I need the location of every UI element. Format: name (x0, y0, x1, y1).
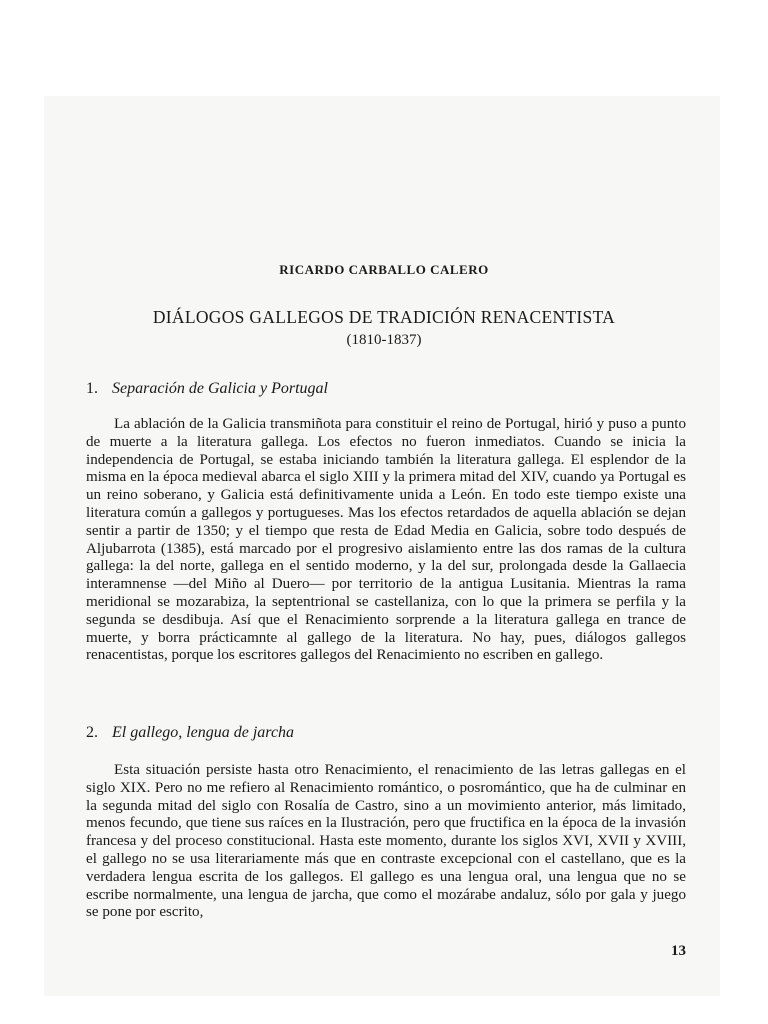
section-paragraph-2: Esta situación persiste hasta otro Renacimiento, el renacimiento de las letras gallegas en el siglo XIX. Pero no me refiero al Renacimiento romántico, o posromántico, que ha de culminar en la segunda mitad del siglo con Rosalía de Castro, sino a un movimiento anterior, más limitado, menos fecundo, que tiene sus raíces en la Ilustración, pero que fructifica en la época de la invasión francesa y del proceso constitucional. Hasta este momento, durante los siglos XVI, XVII y XVIII, el gallego no se usa literariamente más que en contraste excepcional con el castellano, que es la verdadera lengua escrita de los gallegos. El gallego es una lengua oral, una lengua que no se escribe normalmente, una lengua de jarcha, que como el mozárabe andaluz, sólo por gala y juego se pone por escrito, (86, 762, 686, 921)
section-heading-2 (86, 724, 294, 742)
author-name: RICARDO CARBALLO CALERO (279, 262, 489, 277)
section-title-2: El gallego, lengua de jarcha (112, 724, 295, 741)
article-dates: (1810-1837) (346, 332, 422, 348)
page-number: 13 (671, 943, 686, 959)
section-paragraph-1: La ablación de la Galicia transmiñota para constituir el reino de Portugal, hirió y puso a punto de muerte a la literatura gallega. Los efectos no fueron inmediatos. Cuando se inicia la independencia de Portugal, se estaba iniciando también la literatura gallega. El esplendor de la misma en la época medieval abarca el siglo XIII y la primera mitad del XIV, cuando ya Portugal es un reino soberano, y Galicia está definitivamente unida a León. En todo este tiempo existe una literatura común a gallegos y portugueses. Mas los efectos retardados de aquella ablación se dejan sentir a partir de 1350; y el tiempo que resta de Edad Media en Galicia, sobre todo después de Aljubarrota (1385), está marcado por el progresivo aislamiento entre las dos ramas de la cultura gallega: la del norte, gallega en el sentido moderno, y la del sur, prolongada desde la Gallaecia interamnense —del Miño al Duero— por territorio de la antigua Lusitania. Mientras la rama meridional se mozarabiza, la septentrional se castellaniza, con lo que la primera se perfila y la segunda se desdibuja. Así que el Renacimiento sorprende a la literatura gallega en trance de muerte, y borra prácticamnte al gallego de la literatura. No hay, pues, diálogos gallegos renacentistas, porque los escritores gallegos del Renacimiento no escriben en gallego. (86, 416, 686, 664)
article-title: DIÁLOGOS GALLEGOS DE TRADICIÓN RENACENTISTA (152, 307, 616, 327)
section-title-1: Separación de Galicia y Portugal (112, 380, 328, 397)
section-heading-1 (86, 380, 328, 398)
section-number-2: 2. (86, 724, 98, 741)
section-number-1: 1. (86, 380, 98, 397)
